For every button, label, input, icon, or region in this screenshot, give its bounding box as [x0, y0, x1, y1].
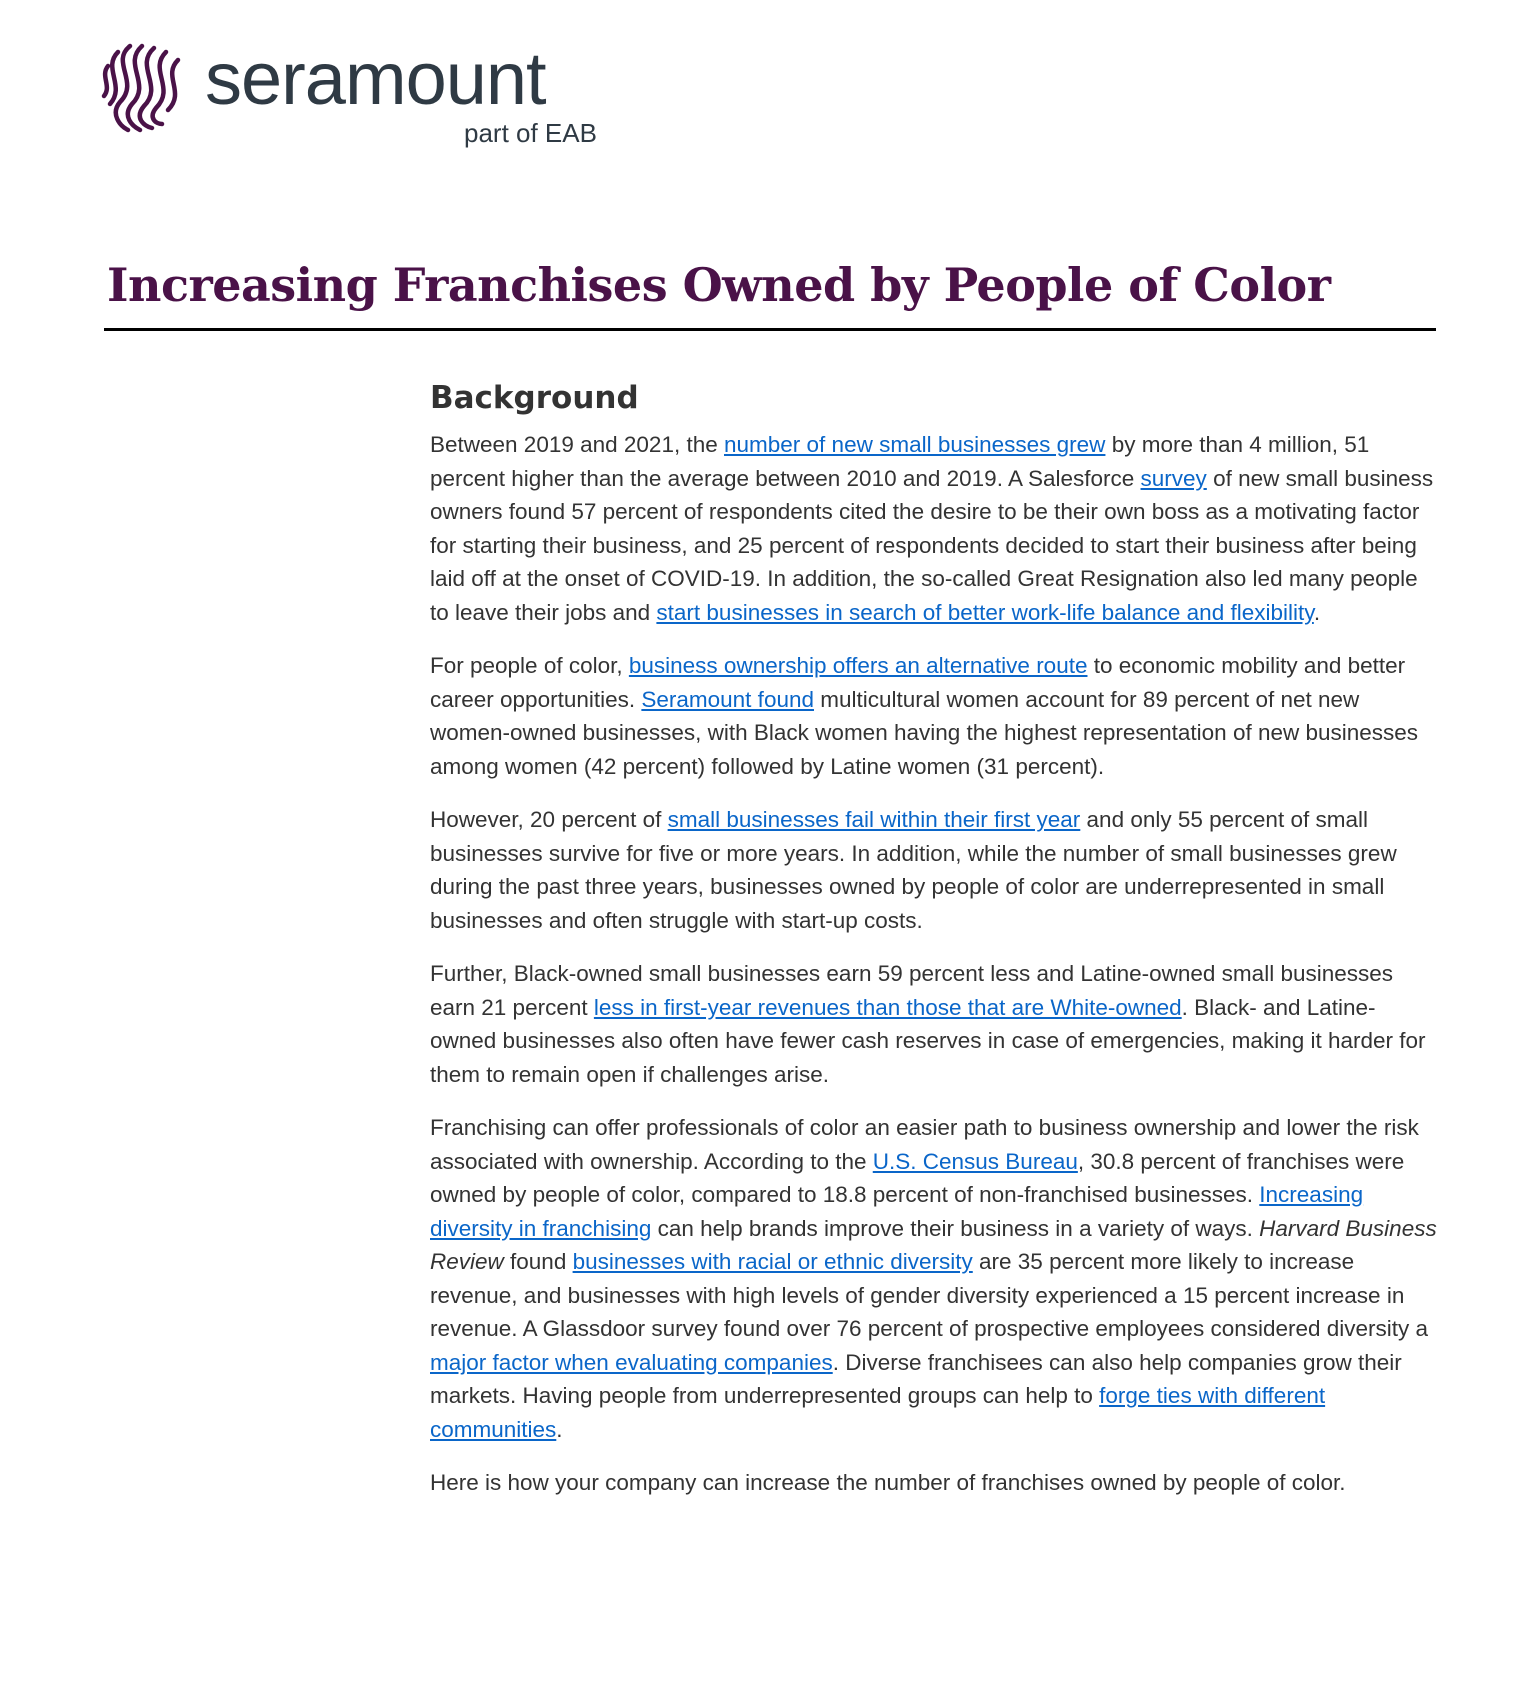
inline-link[interactable]: less in first-year revenues than those that are White-owned: [593, 994, 1182, 1020]
italic-text: Harvard Business Review: [430, 1215, 1437, 1274]
seramount-swirl-icon: [100, 42, 190, 134]
text-run: Between 2019 and 2021, the: [430, 432, 724, 457]
inline-link[interactable]: major factor when evaluating companies: [430, 1349, 833, 1375]
text-run: multicultural women account for 89 percent of net new women-owned businesses, with Black women having the highest representation of new businesses among women (42 percent) followed by Latine women (31 percent).: [430, 686, 1419, 779]
inline-link[interactable]: number of new small businesses grew: [724, 432, 1106, 457]
inline-link[interactable]: U.S. Census Bureau: [872, 1148, 1078, 1174]
inline-link[interactable]: small businesses fail within their first year: [667, 807, 1081, 832]
article-body: [430, 380, 1440, 1520]
title-divider: [104, 328, 1436, 331]
paragraph: [430, 957, 1440, 1091]
text-run: to economic mobility and better career opportunities.: [430, 653, 1406, 712]
text-run: of new small business owners found 57 percent of respondents cited the desire to be their own boss as a motivating factor for starting their business, and 25 percent of respondents decided to start their business after being laid off at the onset of COVID-19. In addition, the so-called Great Resignation also led many people to leave their jobs and: [430, 465, 1434, 625]
inline-link[interactable]: businesses with racial or ethnic diversity: [572, 1249, 973, 1274]
text-run: Here is how your company can increase the number of franchises owned by people of color.: [430, 1470, 1346, 1495]
section-heading: Background: [430, 380, 639, 416]
text-run: .: [556, 1416, 563, 1442]
paragraph: [430, 649, 1440, 783]
inline-link[interactable]: Seramount found: [641, 686, 814, 712]
inline-link[interactable]: business ownership offers an alternative route: [628, 653, 1088, 678]
paragraphs: [430, 428, 1440, 1500]
logo-wordmark: seramount: [205, 37, 546, 120]
text-run: by more than 4 million, 51 percent higher than the average between 2010 and 2019. A Salesforce: [430, 432, 1370, 491]
paragraph: [430, 1466, 1440, 1500]
text-run: are 35 percent more likely to increase revenue, and businesses with high levels of gender diversity experienced a 15 percent increase in revenue. A Glassdoor survey found over 76 percent of prospective employees considered diversity a: [430, 1249, 1429, 1341]
inline-link[interactable]: forge ties with different communities: [430, 1383, 1326, 1442]
inline-link[interactable]: survey: [1140, 465, 1207, 491]
page-title: Increasing Franchises Owned by People of Color: [107, 258, 1331, 312]
seramount-logo[interactable]: [100, 37, 620, 152]
text-run: and only 55 percent of small businesses survive for five or more years. In addition, while the number of small businesses grew during the past three years, businesses owned by people of color are underrepresented in small businesses and often struggle with start-up costs.: [430, 807, 1397, 933]
text-run: found: [503, 1249, 573, 1274]
text-run: For people of color,: [430, 653, 629, 678]
text-run: . Black- and Latine-owned businesses also often have fewer cash reserves in case of emergencies, making it harder for them to remain open if challenges arise.: [430, 994, 1426, 1087]
logo-tagline: part of EAB: [464, 118, 597, 148]
text-run: Further, Black-owned small businesses earn 59 percent less and Latine-owned small businesses earn 21 percent: [430, 961, 1394, 1020]
paragraph: [430, 428, 1440, 629]
text-run: .: [1313, 599, 1321, 625]
inline-link[interactable]: start businesses in search of better work-life balance and flexibility: [656, 599, 1314, 625]
text-run: , 30.8 percent of franchises were owned by people of color, compared to 18.8 percent of non-franchised businesses.: [430, 1148, 1405, 1207]
paragraph: [430, 803, 1440, 937]
inline-link[interactable]: Increasing diversity in franchising: [430, 1182, 1364, 1241]
text-run: However, 20 percent of: [430, 807, 668, 832]
text-run: can help brands improve their business in a variety of ways.: [651, 1215, 1260, 1241]
text-run: . Diverse franchisees can also help companies grow their markets. Having people from underrepresented groups can help to: [430, 1349, 1402, 1408]
paragraph: [430, 1111, 1440, 1446]
text-run: Franchising can offer professionals of color an easier path to business ownership and lower the risk associated with ownership. According to the: [430, 1115, 1419, 1174]
